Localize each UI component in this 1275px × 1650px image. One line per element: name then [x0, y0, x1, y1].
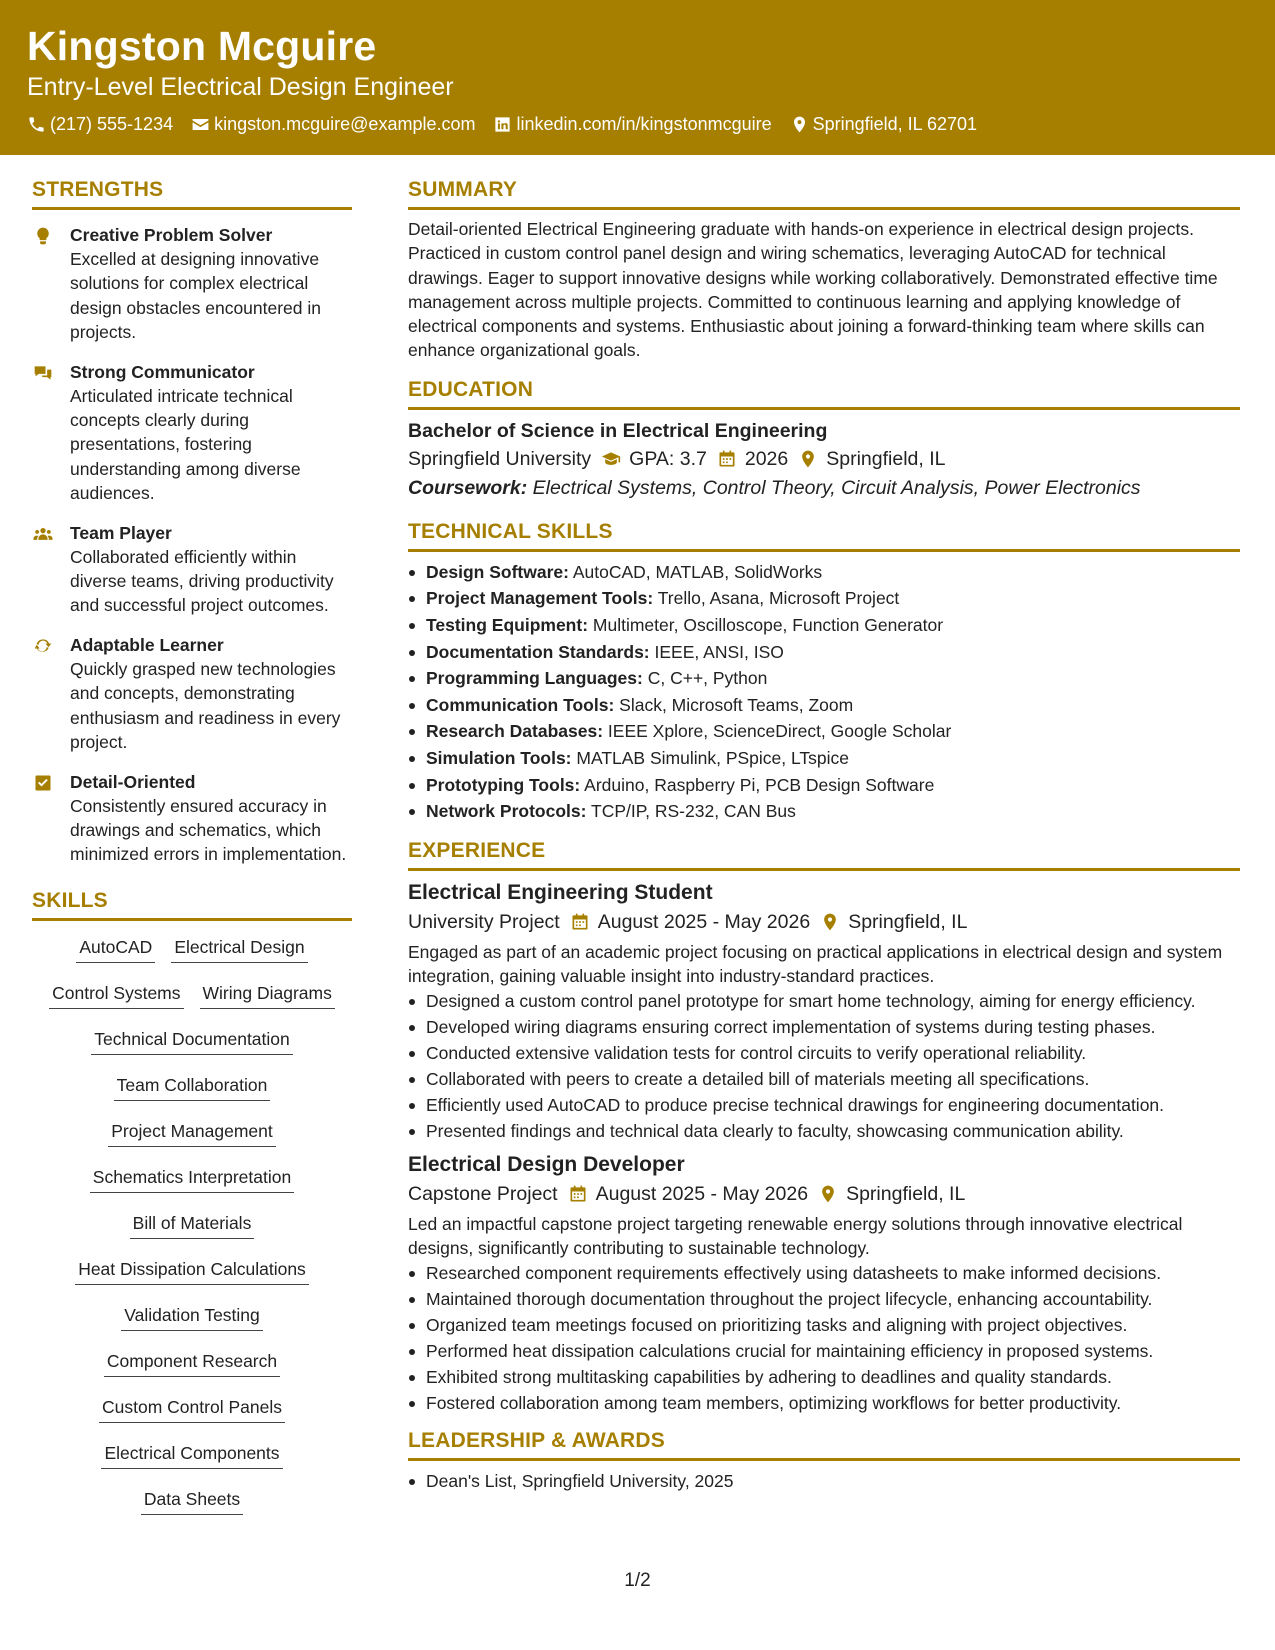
strength-title: Creative Problem Solver — [70, 225, 273, 245]
coursework — [408, 474, 1240, 502]
left-column — [32, 178, 352, 1533]
school-location: Springfield, IL — [826, 447, 946, 470]
list-item — [408, 745, 1240, 772]
list-item: Maintained thorough documentation throughout the project lifecycle, enhancing accountability. — [408, 1288, 1240, 1311]
degree-title: Bachelor of Science in Electrical Engineering — [408, 419, 828, 442]
skill-chip: Control Systems — [49, 981, 183, 1009]
strength-title: Detail-Oriented — [70, 771, 196, 792]
leadership-list — [408, 1468, 1240, 1495]
job-location: Springfield, IL — [848, 910, 968, 933]
location-text: Springfield, IL 62701 — [812, 114, 978, 135]
list-item: Presented findings and technical data clearly to faculty, showcasing communication ability. — [408, 1120, 1240, 1143]
job-location: Springfield, IL — [846, 1182, 966, 1205]
candidate-title: Entry-Level Electrical Design Engineer — [27, 73, 454, 102]
skill-values: MATLAB Simulink, PSpice, LTspice — [576, 747, 850, 768]
list-item: Efficiently used AutoCAD to produce precise technical drawings for engineering documentation. — [408, 1094, 1240, 1117]
candidate-name: Kingston Mcguire — [27, 23, 377, 69]
contact-phone[interactable] — [27, 114, 173, 135]
skill-chip: Schematics Interpretation — [90, 1165, 294, 1193]
strength-item — [32, 633, 352, 755]
skill-category: Simulation Tools: — [426, 747, 572, 768]
contact-email[interactable] — [191, 114, 475, 135]
list-item: Dean's List, Springfield University, 2025 — [408, 1468, 1240, 1495]
skill-chip: Component Research — [104, 1349, 280, 1377]
strength-desc: Excelled at designing innovative solutions for complex electrical design obstacles encountered in projects. — [70, 249, 322, 343]
strength-title: Team Player — [70, 522, 172, 543]
email-text: kingston.mcguire@example.com — [214, 114, 476, 135]
list-item: Fostered collaboration among team members, optimizing workflows for better productivity. — [408, 1392, 1240, 1415]
skill-values: IEEE Xplore, ScienceDirect, Google Scholar — [607, 721, 952, 742]
sync-icon — [33, 636, 53, 656]
strength-desc: Collaborated efficiently within diverse teams, driving productivity and successful project outcomes. — [70, 546, 334, 616]
list-item: Collaborated with peers to create a detailed bill of materials meeting all specifications. — [408, 1068, 1240, 1091]
list-item: Organized team meetings focused on prioritizing tasks and aligning with project objectives. — [408, 1314, 1240, 1337]
strength-desc: Consistently ensured accuracy in drawings and schematics, which minimized errors in implementation. — [70, 795, 347, 865]
education-heading: EDUCATION — [408, 378, 1240, 410]
job-bullets — [408, 990, 1240, 1143]
skill-chip: Wiring Diagrams — [200, 981, 335, 1009]
job-description: Engaged as part of an academic project focusing on practical applications in electrical design and system integration, gaining valuable insight into industry-standard practices. — [408, 941, 1223, 986]
calendar-icon — [568, 1184, 588, 1204]
strength-desc: Articulated intricate technical concepts clearly during presentations, fostering understanding among diverse audiences. — [70, 385, 301, 504]
strength-title: Adaptable Learner — [70, 634, 224, 655]
job-bullets — [408, 1262, 1240, 1415]
skill-chip: Data Sheets — [141, 1487, 243, 1515]
map-marker-icon — [790, 115, 809, 134]
list-item — [408, 772, 1240, 799]
linkedin-icon — [493, 115, 512, 134]
check-square-icon — [33, 773, 53, 793]
grad-year: 2026 — [744, 447, 789, 470]
right-column — [408, 178, 1240, 1494]
skill-values: Arduino, Raspberry Pi, PCB Design Software — [584, 774, 935, 795]
skill-chip: Bill of Materials — [130, 1211, 255, 1239]
skill-values: TCP/IP, RS-232, CAN Bus — [591, 801, 796, 822]
list-item — [408, 692, 1240, 719]
technical-skills-heading: TECHNICAL SKILLS — [408, 520, 1240, 552]
skill-chip: Electrical Design — [171, 935, 307, 963]
education-meta — [408, 444, 1240, 474]
gpa: GPA: 3.7 — [629, 447, 707, 470]
skill-chip: Heat Dissipation Calculations — [75, 1257, 309, 1285]
skill-category: Research Databases: — [426, 721, 604, 742]
map-marker-icon — [820, 912, 840, 932]
summary-text: Detail-oriented Electrical Engineering graduate with hands-on experience in electrical design projects. Practiced in custom control panel design and wiring schematics, leveraging AutoCAD for technical drawings. Eager to support innovative designs while working collaboratively. Demonstrated effective time management across multiple projects. Committed to continuous learning and applying knowledge of electrical components and systems. Enthusiastic about joining a forward-thinking team where skills can enhance organizational goals. — [408, 219, 1218, 361]
lightbulb-icon — [33, 226, 53, 246]
list-item — [408, 612, 1240, 639]
skill-values: IEEE, ANSI, ISO — [654, 641, 784, 662]
job-entry — [408, 879, 1240, 1143]
list-item — [408, 665, 1240, 692]
list-item: Performed heat dissipation calculations crucial for maintaining efficiency in proposed systems. — [408, 1340, 1240, 1363]
contact-linkedin[interactable] — [493, 114, 771, 135]
job-meta — [408, 907, 1240, 937]
phone-text: (217) 555-1234 — [50, 114, 174, 135]
skill-chip: Validation Testing — [121, 1303, 263, 1331]
page-number: 1/2 — [624, 1570, 651, 1591]
skill-chip: Custom Control Panels — [99, 1395, 285, 1423]
linkedin-text: linkedin.com/in/kingstonmcguire — [516, 114, 772, 135]
envelope-icon — [191, 115, 210, 134]
technical-skills-list — [408, 559, 1240, 825]
skill-category: Testing Equipment: — [426, 614, 589, 635]
list-item — [408, 798, 1240, 825]
strengths-heading: STRENGTHS — [32, 178, 352, 210]
skill-category: Network Protocols: — [426, 801, 587, 822]
summary-heading: SUMMARY — [408, 178, 1240, 210]
resume-header — [0, 0, 1275, 155]
list-item: Designed a custom control panel prototype for smart home technology, aiming for energy efficiency. — [408, 990, 1240, 1013]
strength-item — [32, 360, 352, 506]
skill-chip: Technical Documentation — [91, 1027, 293, 1055]
school-name: Springfield University — [408, 447, 592, 470]
skill-values: Multimeter, Oscilloscope, Function Generator — [592, 614, 944, 635]
map-marker-icon — [818, 1184, 838, 1204]
strength-title: Strong Communicator — [70, 361, 255, 382]
phone-icon — [27, 115, 46, 134]
job-title: Electrical Design Developer — [408, 1152, 685, 1176]
skill-chip: AutoCAD — [76, 935, 155, 963]
skill-chip: Electrical Components — [101, 1441, 282, 1469]
experience-heading: EXPERIENCE — [408, 839, 1240, 871]
job-org: University Project — [408, 910, 560, 933]
skill-values: Trello, Asana, Microsoft Project — [657, 588, 900, 609]
skill-values: C, C++, Python — [647, 668, 768, 689]
calendar-icon — [717, 449, 737, 469]
skill-category: Prototyping Tools: — [426, 774, 581, 795]
list-item: Researched component requirements effectively using datasheets to make informed decisions. — [408, 1262, 1240, 1285]
strength-item — [32, 223, 352, 345]
job-title: Electrical Engineering Student — [408, 880, 713, 904]
job-meta — [408, 1179, 1240, 1209]
skill-values: AutoCAD, MATLAB, SolidWorks — [572, 561, 823, 582]
job-org: Capstone Project — [408, 1182, 558, 1205]
coursework-list: Electrical Systems, Control Theory, Circuit Analysis, Power Electronics — [532, 476, 1141, 499]
graduation-cap-icon — [601, 449, 621, 469]
list-item: Developed wiring diagrams ensuring correct implementation of systems during testing phases. — [408, 1016, 1240, 1039]
calendar-icon — [570, 912, 590, 932]
skill-category: Project Management Tools: — [426, 588, 654, 609]
job-entry — [408, 1151, 1240, 1415]
users-icon — [33, 524, 53, 544]
strength-item — [32, 521, 352, 618]
skill-values: Slack, Microsoft Teams, Zoom — [619, 694, 854, 715]
comments-icon — [33, 363, 53, 383]
skill-chip: Team Collaboration — [114, 1073, 271, 1101]
list-item — [408, 718, 1240, 745]
skill-chip: Project Management — [108, 1119, 275, 1147]
strength-item — [32, 770, 352, 867]
list-item: Conducted extensive validation tests for control circuits to verify operational reliability. — [408, 1042, 1240, 1065]
strengths-list — [32, 223, 352, 867]
skill-category: Programming Languages: — [426, 668, 643, 689]
list-item — [408, 585, 1240, 612]
leadership-heading: LEADERSHIP & AWARDS — [408, 1429, 1240, 1461]
skills-heading: SKILLS — [32, 889, 352, 921]
job-dates: August 2025 - May 2026 — [597, 910, 811, 933]
list-item — [408, 559, 1240, 586]
list-item: Exhibited strong multitasking capabilities by adhering to deadlines and quality standards. — [408, 1366, 1240, 1389]
map-marker-icon — [798, 449, 818, 469]
job-description: Led an impactful capstone project targeting renewable energy solutions through innovative electrical designs, significantly contributing to sustainable technology. — [408, 1213, 1183, 1258]
skills-chips — [32, 935, 352, 1533]
contact-location — [790, 114, 977, 135]
coursework-label: Coursework: — [408, 476, 528, 499]
list-item — [408, 639, 1240, 666]
strength-desc: Quickly grasped new technologies and concepts, demonstrating enthusiasm and readiness in every project. — [70, 658, 341, 753]
skill-category: Design Software: — [426, 561, 569, 582]
job-dates: August 2025 - May 2026 — [595, 1182, 809, 1205]
skill-category: Communication Tools: — [426, 694, 615, 715]
contact-bar — [27, 114, 1248, 135]
skill-category: Documentation Standards: — [426, 641, 650, 662]
